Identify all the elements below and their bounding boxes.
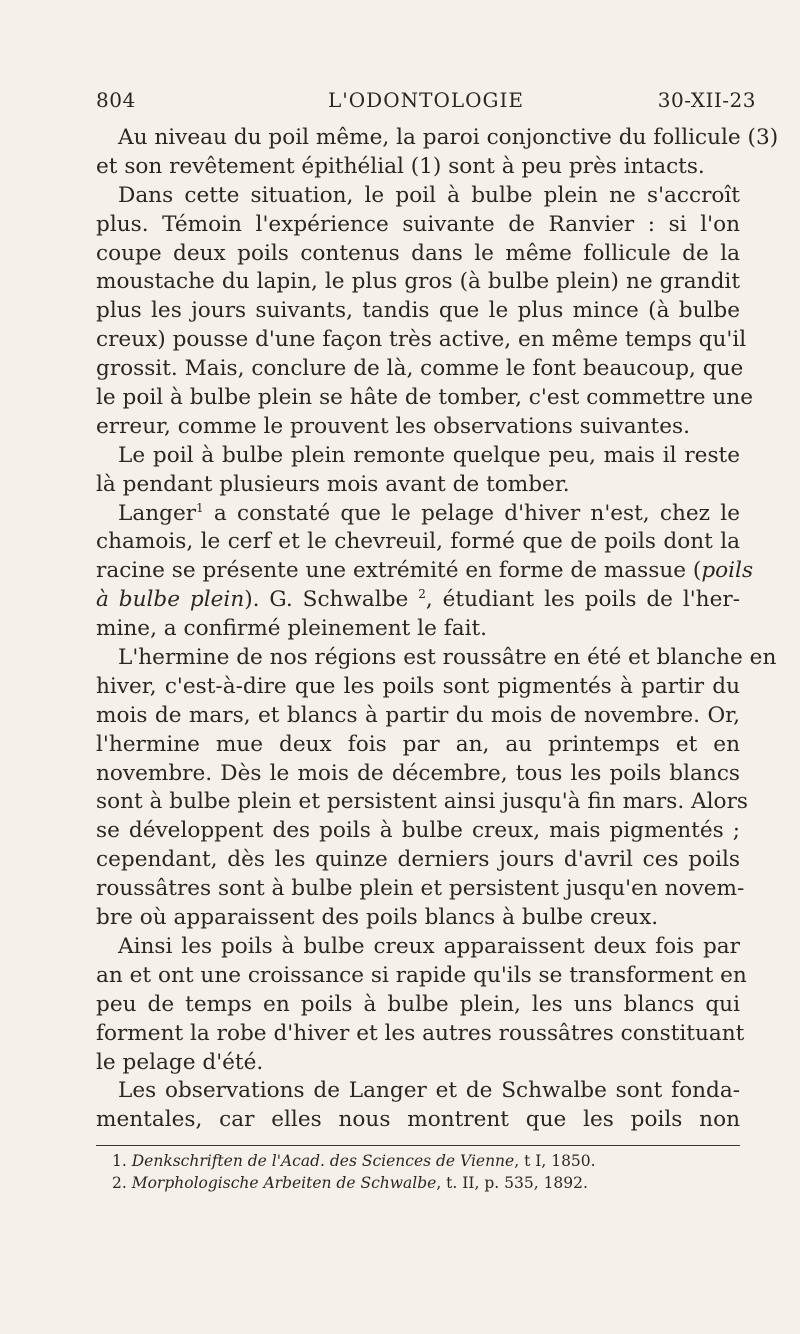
text-line: se développent des poils à bulbe creux, mais pigmentés ; xyxy=(96,818,740,844)
text-line: là pendant plusieurs mois avant de tomber. xyxy=(96,471,570,497)
paragraph xyxy=(96,644,777,933)
footnotes xyxy=(96,1150,740,1194)
footnote xyxy=(96,1150,740,1172)
text-line: creux) pousse d'une façon très active, en même temps qu'il xyxy=(96,327,747,353)
text-line: Au niveau du poil même, la paroi conjonctive du follicule (3) xyxy=(118,125,779,150)
paragraph xyxy=(96,500,754,644)
text-line: Ainsi les poils à bulbe creux apparaissent deux fois par xyxy=(118,933,740,959)
text-line xyxy=(96,500,740,529)
text-line: bre où apparaissent des poils blancs à bulbe creux. xyxy=(96,905,659,931)
footnote-number: 1. xyxy=(112,1152,127,1170)
paragraph xyxy=(96,124,779,182)
paragraph xyxy=(96,933,747,1077)
text-line: Dans cette situation, le poil à bulbe plein ne s'accroît xyxy=(118,182,740,208)
text-line: grossit. Mais, conclure de là, comme le font beaucoup, que xyxy=(96,356,744,382)
running-header xyxy=(96,88,756,118)
italic-term: poils xyxy=(701,558,754,584)
paragraph xyxy=(96,1077,740,1135)
paragraph xyxy=(96,442,740,500)
text-line xyxy=(96,557,754,586)
footnote-source: Denkschriften de l'Acad. des Sciences de Vienne xyxy=(131,1152,515,1170)
text-run: , étudiant les poils de l'her- xyxy=(425,587,740,613)
text-line: forment la robe d'hiver et les autres roussâtres constituant xyxy=(96,1020,745,1046)
text-run: ). G. Schwalbe xyxy=(244,587,419,613)
footnote-detail: , t. II, p. 535, 1892. xyxy=(436,1174,588,1192)
text-line: et son revêtement épithélial (1) sont à peu près intacts. xyxy=(96,153,705,179)
page-number: 804 xyxy=(96,88,136,112)
journal-title: L'ODONTOLOGIE xyxy=(328,88,524,112)
text-line: plus les jours suivants, tandis que le plus mince (à bulbe xyxy=(96,298,740,324)
text-line: mois de mars, et blancs à partir du mois de novembre. Or, xyxy=(96,702,740,728)
issue-date: 30-XII-23 xyxy=(657,88,756,112)
footnote-detail: , t I, 1850. xyxy=(514,1152,596,1170)
author-name: Langer xyxy=(118,500,197,526)
text-line: roussâtres sont à bulbe plein et persistent jusqu'en novem- xyxy=(96,876,745,902)
footnote-number: 2. xyxy=(112,1174,127,1192)
text-line: hiver, c'est-à-dire que les poils sont pigmentés à partir du xyxy=(96,673,740,699)
text-line: coupe deux poils contenus dans le même follicule de la xyxy=(96,240,740,266)
text-line: mentales, car elles nous montrent que les poils non xyxy=(96,1107,740,1133)
footnote-ref: 1 xyxy=(196,500,204,515)
body-text xyxy=(96,124,779,1135)
text-line: le pelage d'été. xyxy=(96,1049,264,1075)
text-line: sont à bulbe plein et persistent ainsi jusqu'à fin mars. Alors xyxy=(96,789,748,815)
text-run: a constaté que le pelage d'hiver n'est, chez le xyxy=(203,500,740,526)
text-line: chamois, le cerf et le chevreuil, formé que de poils dont la xyxy=(96,529,740,555)
footnote-source: Morphologische Arbeiten de Schwalbe xyxy=(131,1174,437,1192)
text-line: cependant, dès les quinze derniers jours d'avril ces poils xyxy=(96,847,740,873)
text-line: an et ont une croissance si rapide qu'ils se transforment en xyxy=(96,962,747,988)
text-line: peu de temps en poils à bulbe plein, les uns blancs qui xyxy=(96,991,740,1017)
paragraph xyxy=(96,182,753,442)
footnote-ref: 2 xyxy=(418,587,426,602)
text-line: mine, a confirmé pleinement le fait. xyxy=(96,616,488,642)
footnote xyxy=(96,1172,740,1194)
text-line: novembre. Dès le mois de décembre, tous les poils blancs xyxy=(96,760,740,786)
text-line: erreur, comme le prouvent les observations suivantes. xyxy=(96,413,690,439)
text-line: plus. Témoin l'expérience suivante de Ranvier : si l'on xyxy=(96,211,740,237)
footnote-divider xyxy=(96,1145,740,1146)
text-line: l'hermine mue deux fois par an, au printemps et en xyxy=(96,731,740,757)
text-run: racine se présente une extrémité en forme de massue ( xyxy=(96,558,702,584)
text-line xyxy=(96,586,740,615)
italic-term: à bulbe plein xyxy=(96,587,245,613)
text-line: L'hermine de nos régions est roussâtre en été et blanche en xyxy=(118,645,777,671)
text-line: moustache du lapin, le plus gros (à bulbe plein) ne grandit xyxy=(96,269,740,295)
text-line: Le poil à bulbe plein remonte quelque peu, mais il reste xyxy=(118,442,740,468)
text-line: le poil à bulbe plein se hâte de tomber, c'est commettre une xyxy=(96,385,753,411)
text-line: Les observations de Langer et de Schwalbe sont fonda- xyxy=(118,1078,740,1104)
